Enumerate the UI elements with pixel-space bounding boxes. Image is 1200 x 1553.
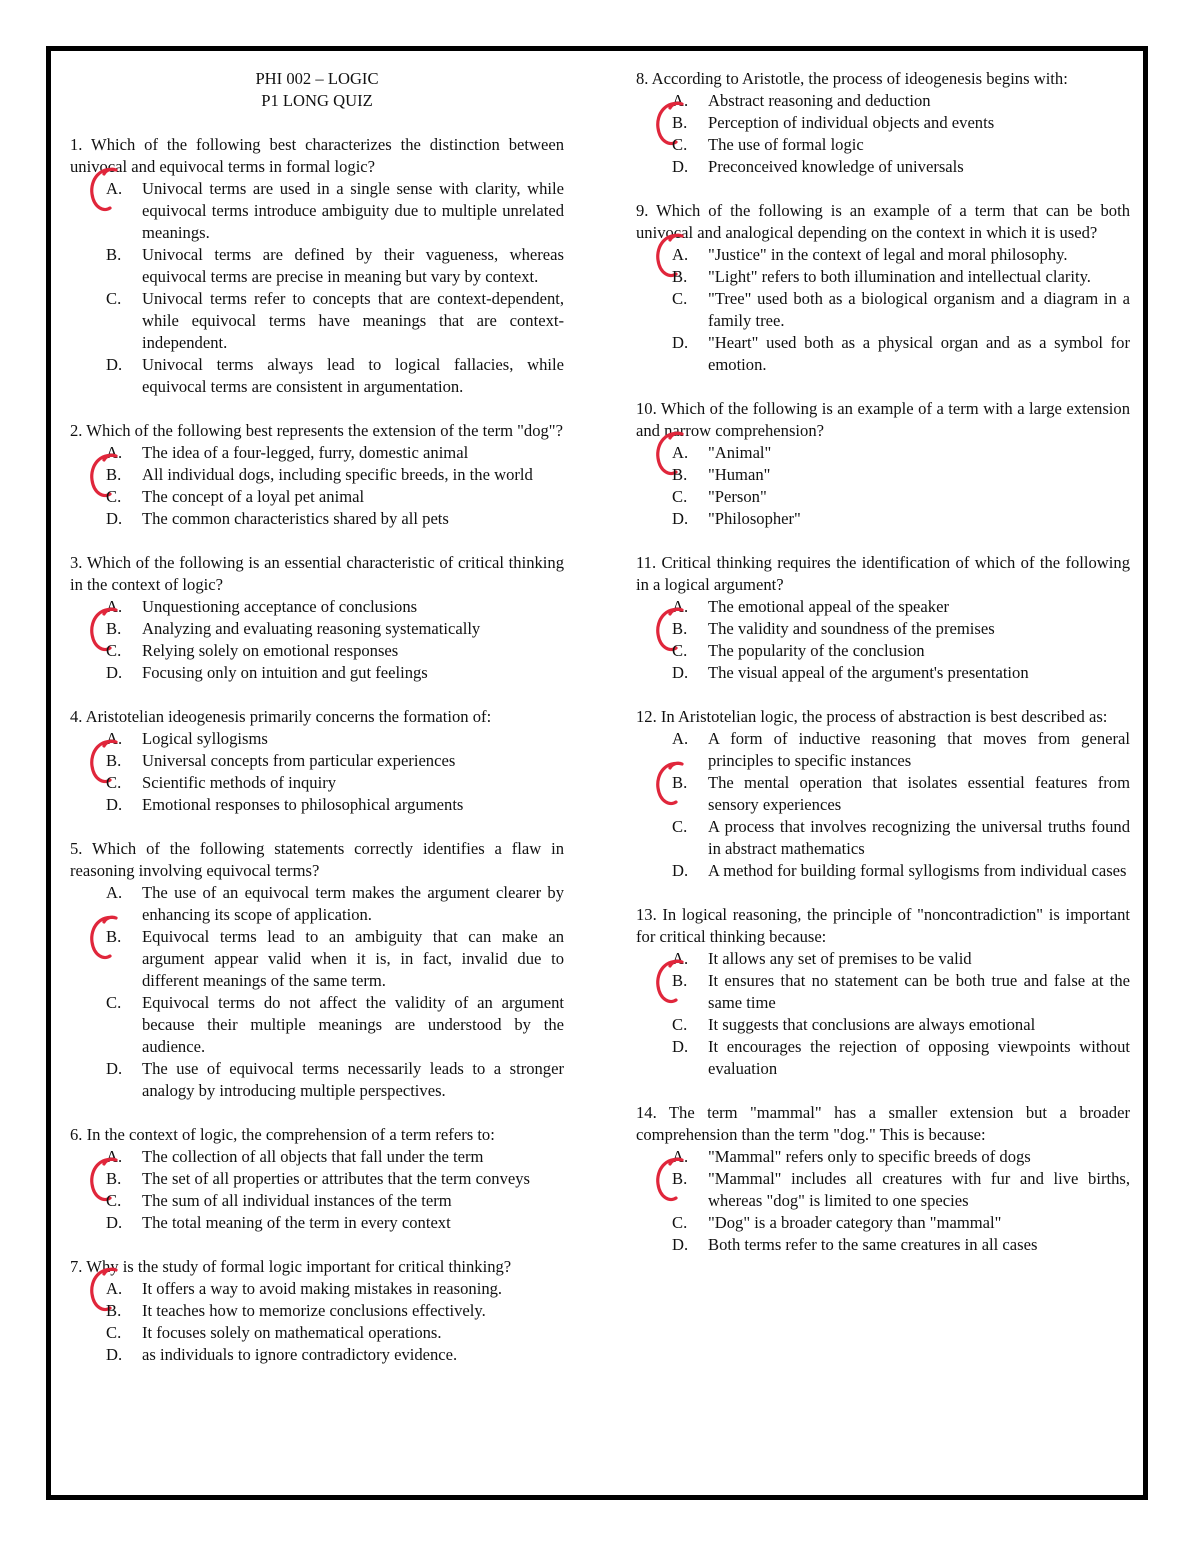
option-letter: D. xyxy=(672,157,689,176)
option-text: A form of inductive reasoning that moves from general principles to specific instances xyxy=(708,729,1130,770)
option-text: The emotional appeal of the speaker xyxy=(708,597,949,616)
option-letter: B. xyxy=(672,773,688,792)
option-letter: A. xyxy=(672,1147,689,1166)
option-d xyxy=(636,156,1130,178)
option-letter: A. xyxy=(106,883,123,902)
question-stem: 12. In Aristotelian logic, the process of abstraction is best described as: xyxy=(636,707,1108,726)
option-d xyxy=(70,1212,564,1234)
option-a xyxy=(70,728,564,750)
question-14 xyxy=(636,1102,1130,1256)
option-d xyxy=(70,1344,564,1366)
option-list xyxy=(636,90,1130,178)
option-text: Unquestioning acceptance of conclusions xyxy=(142,597,418,616)
option-c xyxy=(70,288,564,354)
option-b xyxy=(636,464,1130,486)
option-a xyxy=(70,178,564,244)
option-text: The use of equivocal terms necessarily leads to a stronger analogy by introducing multiple perspectives. xyxy=(142,1059,564,1100)
option-text: Emotional responses to philosophical arguments xyxy=(142,795,464,814)
option-list xyxy=(70,728,564,816)
question-stem: 11. Critical thinking requires the identification of which of the following in a logical argument? xyxy=(636,553,1130,594)
option-c xyxy=(70,772,564,794)
option-letter: C. xyxy=(672,1213,688,1232)
right-question-list xyxy=(636,68,1130,1256)
option-letter: B. xyxy=(672,619,688,638)
option-list xyxy=(70,596,564,684)
option-c xyxy=(70,640,564,662)
option-d xyxy=(636,1234,1130,1256)
option-b xyxy=(70,618,564,640)
option-text: Abstract reasoning and deduction xyxy=(708,91,931,110)
option-text: Equivocal terms lead to an ambiguity that can make an argument appear valid when it is, in fact, invalid due to different meanings of the same term. xyxy=(142,927,564,990)
option-d xyxy=(636,662,1130,684)
question-2 xyxy=(70,420,564,530)
option-d xyxy=(70,662,564,684)
option-letter: A. xyxy=(672,245,689,264)
question-1 xyxy=(70,134,564,398)
option-list xyxy=(636,948,1130,1080)
option-letter: A. xyxy=(106,1147,123,1166)
option-text: Relying solely on emotional responses xyxy=(142,641,399,660)
option-letter: D. xyxy=(106,355,123,374)
question-5 xyxy=(70,838,564,1102)
option-text: Scientific methods of inquiry xyxy=(142,773,337,792)
option-text: The idea of a four-legged, furry, domestic animal xyxy=(142,443,469,462)
option-text: The total meaning of the term in every context xyxy=(142,1213,451,1232)
option-d xyxy=(70,794,564,816)
option-c xyxy=(70,1322,564,1344)
option-a xyxy=(636,90,1130,112)
option-letter: D. xyxy=(672,1037,689,1056)
left-column xyxy=(70,68,564,1388)
option-text: A process that involves recognizing the universal truths found in abstract mathematics xyxy=(708,817,1130,858)
option-letter: B. xyxy=(672,267,688,286)
option-letter: B. xyxy=(672,971,688,990)
option-letter: A. xyxy=(672,729,689,748)
option-d xyxy=(636,860,1130,882)
question-stem: 4. Aristotelian ideogenesis primarily concerns the formation of: xyxy=(70,707,492,726)
question-8 xyxy=(636,68,1130,178)
option-d xyxy=(70,508,564,530)
option-letter: D. xyxy=(672,663,689,682)
option-list xyxy=(636,596,1130,684)
option-c xyxy=(636,486,1130,508)
option-list xyxy=(636,1146,1130,1256)
option-text: Univocal terms refer to concepts that are context-dependent, while equivocal terms have meanings that are context-independent. xyxy=(142,289,564,352)
option-b xyxy=(70,1300,564,1322)
option-text: The set of all properties or attributes that the term conveys xyxy=(142,1169,530,1188)
question-stem: 2. Which of the following best represents the extension of the term "dog"? xyxy=(70,421,563,440)
option-letter: D. xyxy=(672,861,689,880)
option-letter: A. xyxy=(106,597,123,616)
option-letter: C. xyxy=(672,135,688,154)
option-text: The concept of a loyal pet animal xyxy=(142,487,365,506)
option-text: "Animal" xyxy=(708,443,772,462)
option-d xyxy=(70,354,564,398)
option-text: "Mammal" refers only to specific breeds of dogs xyxy=(708,1147,1031,1166)
question-3 xyxy=(70,552,564,684)
course-title: PHI 002 – LOGIC xyxy=(255,69,379,88)
question-13 xyxy=(636,904,1130,1080)
option-list xyxy=(70,178,564,398)
option-d xyxy=(636,508,1130,530)
option-a xyxy=(70,1146,564,1168)
option-letter: B. xyxy=(106,465,122,484)
option-c xyxy=(636,640,1130,662)
option-text: Both terms refer to the same creatures in all cases xyxy=(708,1235,1038,1254)
option-text: Analyzing and evaluating reasoning systematically xyxy=(142,619,481,638)
option-letter: C. xyxy=(106,773,122,792)
option-d xyxy=(636,1036,1130,1080)
option-a xyxy=(636,244,1130,266)
option-list xyxy=(636,728,1130,882)
option-b xyxy=(70,464,564,486)
option-letter: D. xyxy=(106,663,123,682)
option-text: Perception of individual objects and events xyxy=(708,113,995,132)
question-stem: 9. Which of the following is an example of a term that can be both univocal and analogical depending on the context in which it is used? xyxy=(636,201,1130,242)
option-b xyxy=(70,244,564,288)
option-a xyxy=(636,948,1130,970)
option-text: "Philosopher" xyxy=(708,509,801,528)
option-text: "Human" xyxy=(708,465,771,484)
quiz-title: P1 LONG QUIZ xyxy=(261,91,373,110)
option-text: All individual dogs, including specific breeds, in the world xyxy=(142,465,533,484)
option-a xyxy=(70,1278,564,1300)
option-letter: A. xyxy=(106,729,123,748)
option-text: Preconceived knowledge of universals xyxy=(708,157,964,176)
left-question-list xyxy=(70,134,564,1366)
option-letter: C. xyxy=(672,487,688,506)
option-letter: D. xyxy=(672,333,689,352)
question-stem: 1. Which of the following best characterizes the distinction between univocal and equivocal terms in formal logic? xyxy=(70,135,564,176)
option-text: It suggests that conclusions are always emotional xyxy=(708,1015,1036,1034)
option-text: "Heart" used both as a physical organ and as a symbol for emotion. xyxy=(708,333,1130,374)
option-text: "Person" xyxy=(708,487,767,506)
option-letter: C. xyxy=(106,289,122,308)
option-text: "Dog" is a broader category than "mammal" xyxy=(708,1213,1002,1232)
question-11 xyxy=(636,552,1130,684)
question-stem: 8. According to Aristotle, the process of ideogenesis begins with: xyxy=(636,69,1068,88)
option-a xyxy=(636,596,1130,618)
option-text: The popularity of the conclusion xyxy=(708,641,925,660)
option-letter: C. xyxy=(672,641,688,660)
option-letter: A. xyxy=(106,1279,123,1298)
option-letter: D. xyxy=(106,795,123,814)
option-a xyxy=(636,728,1130,772)
option-letter: A. xyxy=(672,597,689,616)
option-text: It ensures that no statement can be both true and false at the same time xyxy=(708,971,1130,1012)
option-text: The common characteristics shared by all pets xyxy=(142,509,449,528)
option-c xyxy=(636,816,1130,860)
option-text: The use of formal logic xyxy=(708,135,864,154)
question-7 xyxy=(70,1256,564,1366)
option-c xyxy=(636,288,1130,332)
option-list xyxy=(636,244,1130,376)
option-text: "Justice" in the context of legal and moral philosophy. xyxy=(708,245,1068,264)
option-letter: C. xyxy=(106,1323,122,1342)
quiz-header xyxy=(70,68,564,112)
option-text: It encourages the rejection of opposing viewpoints without evaluation xyxy=(708,1037,1130,1078)
option-letter: C. xyxy=(106,1191,122,1210)
option-c xyxy=(70,1190,564,1212)
option-letter: B. xyxy=(672,113,688,132)
option-text: It teaches how to memorize conclusions effectively. xyxy=(142,1301,486,1320)
option-text: "Tree" used both as a biological organism and a diagram in a family tree. xyxy=(708,289,1130,330)
option-text: Univocal terms are used in a single sense with clarity, while equivocal terms introduce ambiguity due to multiple unrelated meanings. xyxy=(142,179,564,242)
option-letter: A. xyxy=(672,443,689,462)
option-b xyxy=(636,618,1130,640)
option-letter: D. xyxy=(106,1213,123,1232)
option-text: The visual appeal of the argument's presentation xyxy=(708,663,1029,682)
option-text: It offers a way to avoid making mistakes in reasoning. xyxy=(142,1279,503,1298)
option-c xyxy=(70,992,564,1058)
option-text: It focuses solely on mathematical operations. xyxy=(142,1323,442,1342)
option-letter: D. xyxy=(672,1235,689,1254)
question-4 xyxy=(70,706,564,816)
option-b xyxy=(70,926,564,992)
option-text: "Mammal" includes all creatures with fur and live births, whereas "dog" is limited to one species xyxy=(708,1169,1130,1210)
option-c xyxy=(636,1212,1130,1234)
option-b xyxy=(636,112,1130,134)
option-text: Logical syllogisms xyxy=(142,729,268,748)
option-d xyxy=(70,1058,564,1102)
option-letter: A. xyxy=(106,179,123,198)
question-stem: 10. Which of the following is an example of a term with a large extension and narrow comprehension? xyxy=(636,399,1130,440)
option-letter: B. xyxy=(106,1169,122,1188)
option-text: The sum of all individual instances of the term xyxy=(142,1191,452,1210)
option-a xyxy=(636,1146,1130,1168)
option-text: A method for building formal syllogisms from individual cases xyxy=(708,861,1127,880)
option-text: The validity and soundness of the premises xyxy=(708,619,995,638)
option-b xyxy=(636,772,1130,816)
option-letter: B. xyxy=(672,465,688,484)
option-list xyxy=(636,442,1130,530)
option-letter: B. xyxy=(106,927,122,946)
option-letter: C. xyxy=(106,993,122,1012)
option-a xyxy=(70,442,564,464)
question-stem: 14. The term "mammal" has a smaller extension but a broader comprehension than the term "dog." This is because: xyxy=(636,1103,1130,1144)
question-10 xyxy=(636,398,1130,530)
option-text: "Light" refers to both illumination and intellectual clarity. xyxy=(708,267,1091,286)
option-c xyxy=(636,134,1130,156)
right-column xyxy=(636,68,1130,1278)
option-text: It allows any set of premises to be valid xyxy=(708,949,972,968)
option-letter: B. xyxy=(106,751,122,770)
option-b xyxy=(636,970,1130,1014)
question-6 xyxy=(70,1124,564,1234)
option-list xyxy=(70,1146,564,1234)
option-a xyxy=(636,442,1130,464)
option-letter: A. xyxy=(672,91,689,110)
question-stem: 6. In the context of logic, the comprehension of a term refers to: xyxy=(70,1125,495,1144)
option-b xyxy=(636,266,1130,288)
option-letter: D. xyxy=(106,1345,123,1364)
option-list xyxy=(70,442,564,530)
question-stem: 5. Which of the following statements correctly identifies a flaw in reasoning involving equivocal terms? xyxy=(70,839,564,880)
option-list xyxy=(70,882,564,1102)
option-text: The use of an equivocal term makes the argument clearer by enhancing its scope of application. xyxy=(142,883,564,924)
option-a xyxy=(70,596,564,618)
option-letter: A. xyxy=(106,443,123,462)
option-letter: B. xyxy=(672,1169,688,1188)
option-a xyxy=(70,882,564,926)
question-stem: 7. Why is the study of formal logic important for critical thinking? xyxy=(70,1257,512,1276)
option-text: as individuals to ignore contradictory evidence. xyxy=(142,1345,458,1364)
option-text: Focusing only on intuition and gut feelings xyxy=(142,663,428,682)
option-letter: B. xyxy=(106,245,122,264)
option-b xyxy=(70,1168,564,1190)
question-12 xyxy=(636,706,1130,882)
option-text: The collection of all objects that fall under the term xyxy=(142,1147,484,1166)
question-stem: 13. In logical reasoning, the principle of "noncontradiction" is important for critical thinking because: xyxy=(636,905,1130,946)
option-letter: C. xyxy=(106,487,122,506)
option-letter: D. xyxy=(672,509,689,528)
option-letter: B. xyxy=(106,1301,122,1320)
option-letter: D. xyxy=(106,509,123,528)
option-text: Equivocal terms do not affect the validity of an argument because their multiple meanings are understood by the audience. xyxy=(142,993,564,1056)
option-c xyxy=(70,486,564,508)
option-letter: B. xyxy=(106,619,122,638)
option-text: The mental operation that isolates essential features from sensory experiences xyxy=(708,773,1130,814)
question-9 xyxy=(636,200,1130,376)
option-letter: A. xyxy=(672,949,689,968)
option-d xyxy=(636,332,1130,376)
option-letter: C. xyxy=(672,289,688,308)
option-letter: C. xyxy=(106,641,122,660)
option-letter: C. xyxy=(672,817,688,836)
option-text: Universal concepts from particular experiences xyxy=(142,751,456,770)
option-text: Univocal terms are defined by their vagueness, whereas equivocal terms are precise in meaning but vary by context. xyxy=(142,245,564,286)
option-text: Univocal terms always lead to logical fallacies, while equivocal terms are consistent in argumentation. xyxy=(142,355,564,396)
option-letter: D. xyxy=(106,1059,123,1078)
option-list xyxy=(70,1278,564,1366)
option-b xyxy=(636,1168,1130,1212)
option-c xyxy=(636,1014,1130,1036)
option-letter: C. xyxy=(672,1015,688,1034)
option-b xyxy=(70,750,564,772)
question-stem: 3. Which of the following is an essential characteristic of critical thinking in the context of logic? xyxy=(70,553,564,594)
